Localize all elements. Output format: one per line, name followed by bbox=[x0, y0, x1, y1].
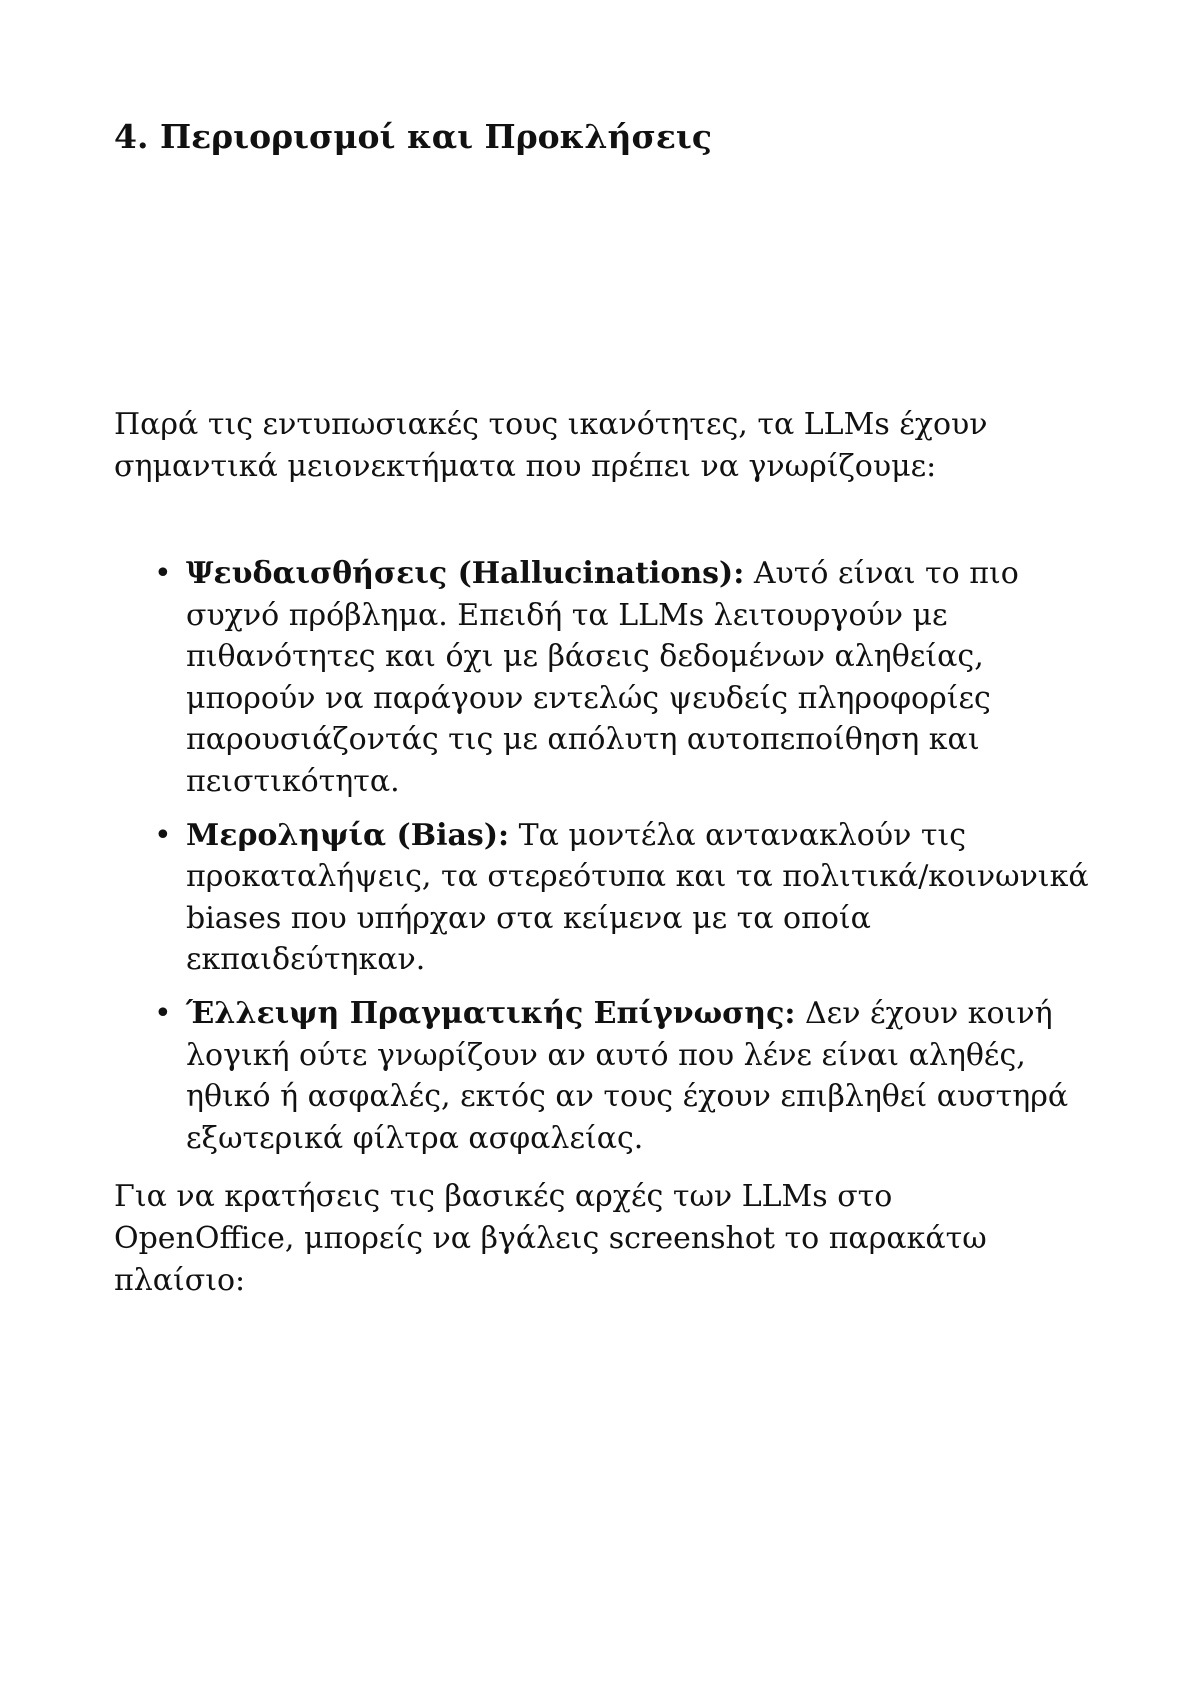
section-heading: 4. Περιορισμοί και Προκλήσεις bbox=[114, 117, 712, 156]
list-item-term: Ψευδαισθήσεις (Hallucinations): bbox=[186, 556, 745, 591]
list-item-bias bbox=[154, 815, 1089, 981]
closing-paragraph: Για να κρατήσεις τις βασικές αρχές των LLMs στο OpenOffice, μπορείς να βγάλεις screenshot το παρακάτω πλαίσιο: bbox=[114, 1179, 987, 1298]
list-item-hallucinations bbox=[154, 553, 1089, 803]
bullet-icon: • bbox=[154, 556, 172, 591]
list-item-text: Αυτό είναι το πιο συχνό πρόβλημα. Επειδή τα LLMs λειτουργούν με πιθανότητες και όχι με βάσεις δεδομένων αληθείας, μπορούν να παράγουν εντελώς ψευδείς πληροφορίες παρουσιάζοντάς τις με απόλυτη αυτοπεποίθηση και πειστικότητα. bbox=[186, 556, 1019, 799]
list-item-term: Έλλειψη Πραγματικής Επίγνωσης: bbox=[186, 995, 796, 1031]
limitations-list bbox=[154, 553, 1089, 1171]
list-item-awareness bbox=[154, 993, 1089, 1159]
intro-paragraph: Παρά τις εντυπωσιακές τους ικανότητες, τα LLMs έχουν σημαντικά μειονεκτήματα που πρέπει να γνωρίζουμε: bbox=[114, 407, 988, 484]
list-item-text: Τα μοντέλα αντανακλούν τις προκαταλήψεις, τα στερεότυπα και τα πολιτικά/κοινωνικά biases που υπήρχαν στα κείμενα με τα οποία εκπαιδεύτηκαν. bbox=[186, 817, 1089, 978]
list-item-text: Δεν έχουν κοινή λογική ούτε γνωρίζουν αν αυτό που λένε είναι αληθές, ηθικό ή ασφαλές, εκτός αν τους έχουν επιβληθεί αυστηρά εξωτερικά φίλτρα ασφαλείας. bbox=[186, 995, 1069, 1156]
bullet-icon: • bbox=[154, 995, 172, 1031]
bullet-icon: • bbox=[154, 817, 172, 853]
list-item-term: Μεροληψία (Bias): bbox=[186, 817, 510, 853]
